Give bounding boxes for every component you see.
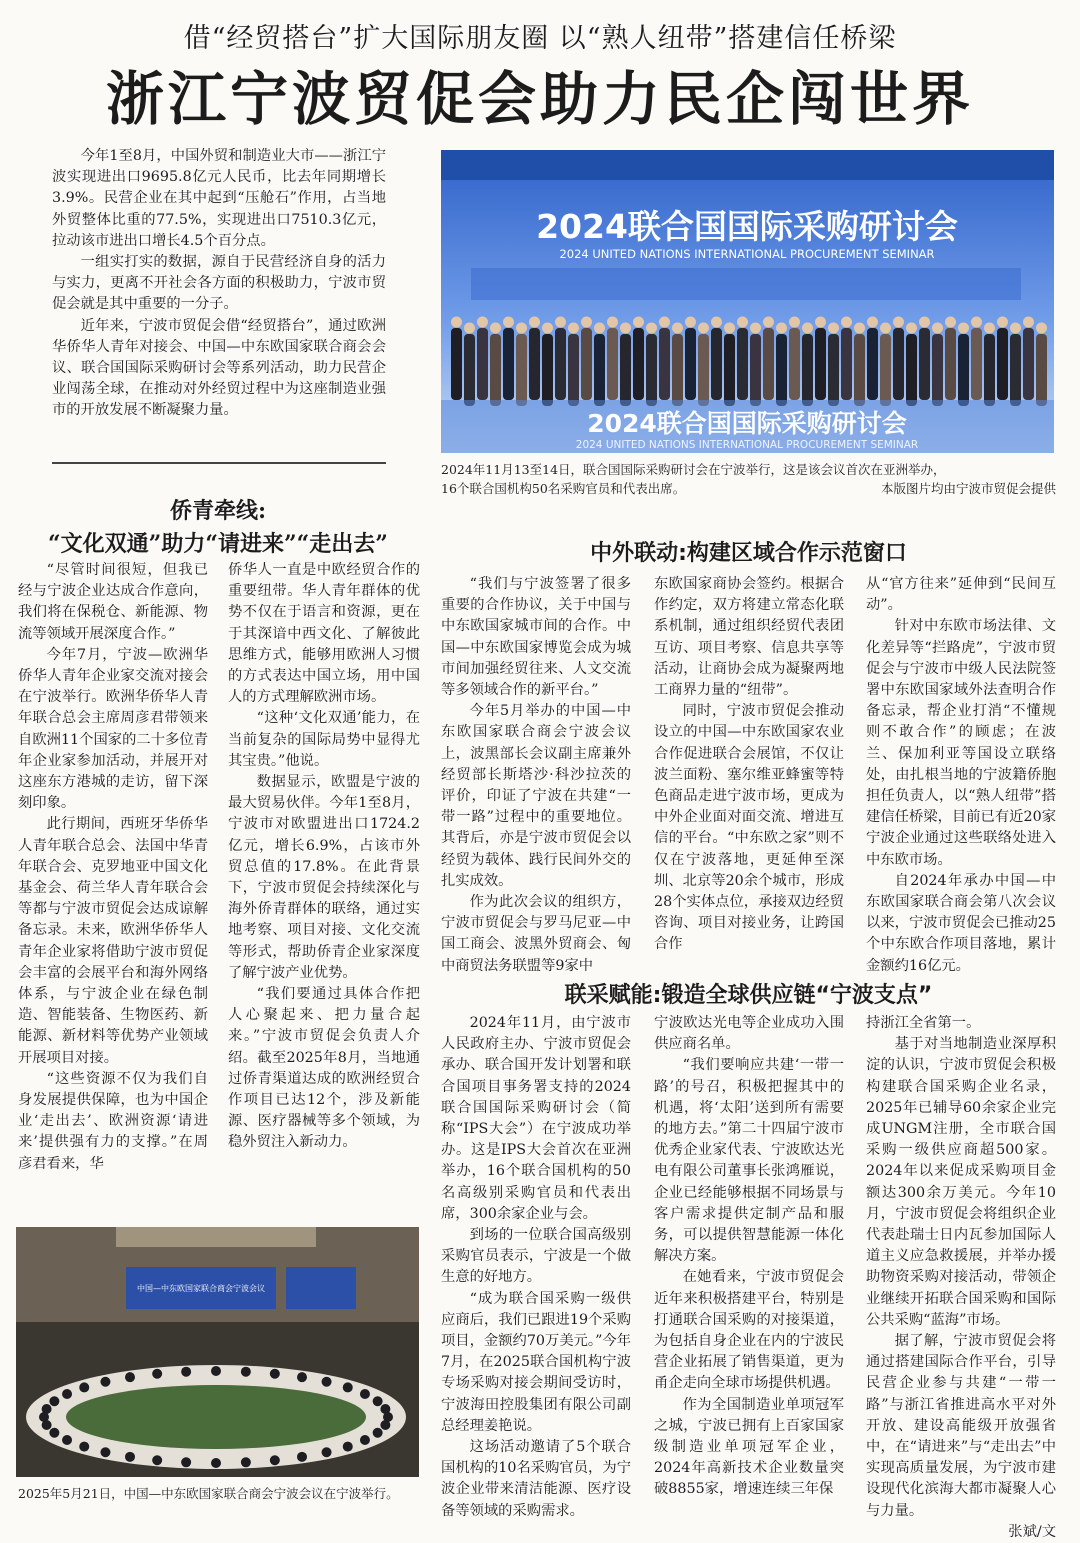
delegate-head [828, 323, 839, 334]
paragraph: 东欧国家商协会签约。根据合作约定，双方将建立常态化联系机制，通过组织经贸代表团互访、项目考察、信息共享等活动，让商协会成为凝聚两地工商界力量的“纽带”。 [654, 576, 844, 699]
paragraph: 这场活动邀请了5个联合国机构的10名采购官员，为宁波企业带来清洁能源、医疗设备等领域的采购需求。 [441, 1439, 631, 1519]
delegate-figure [828, 334, 839, 406]
delegate-head [698, 323, 709, 334]
participant-seat [49, 1428, 59, 1438]
delegate-head [893, 317, 904, 328]
delegate-figure [802, 334, 813, 406]
delegate-head [971, 317, 982, 328]
participant-seat [49, 1396, 59, 1406]
paragraph: 作为全国制造业单项冠军之城，宁波已拥有上百家国家级制造业单项冠军企业，2024年高新技术企业数量突破8855家，增速连续三年保 [654, 1396, 844, 1498]
delegate-head [711, 317, 722, 328]
delegate-figure [659, 328, 670, 400]
delegate-figure [516, 334, 527, 406]
delegate-head [997, 317, 1008, 328]
delegate-figure [958, 334, 969, 406]
delegate-figure [581, 328, 592, 400]
participant-seat [360, 1435, 370, 1445]
delegate-figure [490, 334, 501, 406]
participant-seat [241, 1367, 251, 1377]
delegate-head [594, 323, 605, 334]
delegate-figure [646, 334, 657, 406]
caption-line-2: 16个联合国机构50名采购官员和代表出席。 [441, 481, 686, 496]
delegate-figure [893, 328, 904, 400]
participant-seat [373, 1396, 383, 1406]
delegate-head [867, 317, 878, 328]
delegate-figure [841, 328, 852, 400]
delegate-head [880, 323, 891, 334]
paragraph: 基于对当地制造业深厚积淀的认识，宁波市贸促会积极构建联合国采购企业名录，2025年已辅导60余家企业完成UNGM注册，全市联合国采购一级供应商超500家。2024年以来促成采购项目金额达300余万美元。今年10月，宁波市贸促会将组织企业代表赴瑞士日内瓦参加国际人道主义应急救援展，并举办援助物资采购对接活动，带领企业继续开拓联合国采购和国际公共采购“蓝海”市场。 [866, 1036, 1056, 1328]
participant-seat [62, 1435, 72, 1445]
delegate-figure [711, 328, 722, 400]
participant-seat [322, 1447, 332, 1457]
paragraph: “尽管时间很短，但我已经与宁波企业达成合作意向，我们将在保税仓、新能源、物流等领域开展深度合作。” [18, 562, 208, 642]
participant-seat [125, 1452, 135, 1462]
participant-seat [42, 1404, 52, 1414]
delegate-head [906, 323, 917, 334]
participant-seat [380, 1420, 390, 1430]
section2-column-3 [866, 574, 1056, 977]
delegate-head [555, 317, 566, 328]
delegate-figure [477, 328, 488, 400]
participant-seat [297, 1452, 307, 1462]
delegate-figure [529, 328, 540, 400]
participant-seat [211, 1366, 221, 1376]
participant-seat [322, 1377, 332, 1387]
delegate-figure [906, 334, 917, 406]
delegate-head [763, 317, 774, 328]
delegate-head [815, 317, 826, 328]
delegate-figure [737, 328, 748, 400]
kicker-headline: 借“经贸搭台”扩大国际朋友圈 以“熟人纽带”搭建信任桥梁 [183, 23, 897, 54]
delegate-figure [854, 334, 865, 406]
participant-seat [79, 1382, 89, 1392]
delegate-figure [880, 334, 891, 406]
delegate-figure [633, 328, 644, 400]
paragraph: “成为联合国采购一级供应商后，我们已跟进19个采购项目，金额约70万美元。”今年7月，在2025联合国机构宁波专场采购对接会期间受访时，宁波海田控股集团有限公司副总经理姜艳说。 [441, 1290, 631, 1434]
participant-seat [125, 1372, 135, 1382]
delegate-head [919, 317, 930, 328]
participant-seat [100, 1377, 110, 1387]
delegate-figure [763, 328, 774, 400]
participant-seat [62, 1389, 72, 1399]
participant-seat [79, 1442, 89, 1452]
section3-column-3 [866, 1013, 1056, 1543]
delegate-figure [542, 334, 553, 406]
delegate-figure [919, 328, 930, 400]
participant-seat [152, 1455, 162, 1465]
paragraph: “这些资源不仅为我们自身发展提供保障，也为中国企业‘走出去’、欧洲资源‘请进来’提供强有力的支撑。”在周彦君看来，华 [18, 1070, 208, 1172]
paragraph: 针对中东欧市场法律、文化差异等“拦路虎”，宁波市贸促会与宁波市中级人民法院签署中东欧国家域外法查明合作备忘录，帮企业打消“不懂规则不敢合作”的顾虑；在波兰、保加利亚等国设立联络处，由扎根当地的宁波籍侨胞担任负责人，以“熟人纽带”搭建信任桥梁，目前已有近20家宁波企业通过这些联络处进入中东欧市场。 [866, 618, 1056, 868]
delegate-figure [555, 328, 566, 400]
section1-column-2 [228, 560, 420, 1154]
delegate-figure [568, 334, 579, 406]
section3-column-1 [441, 1013, 631, 1522]
participant-seat [181, 1367, 191, 1377]
delegate-figure [672, 334, 683, 406]
delegate-figure [607, 328, 618, 400]
participant-seat [373, 1428, 383, 1438]
intro-column [52, 146, 386, 422]
paragraph: 今年5月举办的中国—中东欧国家联合商会宁波会议上，波黑部长会议副主席兼外经贸部长斯塔沙·科沙拉茨的评价，印证了宁波在共建“一带一路”过程中的重要地位。其背后，亦是宁波市贸促会以经贸为载体、践行民间外交的扎实成效。 [441, 703, 631, 889]
paragraph: 宁波欧达光电等企业成功入围供应商名单。 [654, 1015, 844, 1053]
paragraph: 今年7月，宁波—欧洲华侨华人青年企业家交流对接会在宁波举行。欧洲华侨华人青年联合总会主席周彦君带领来自欧洲11个国家的二十多位青年企业家参加活动，并展开对这座东方港城的走访，留下深刻印象。 [18, 646, 208, 812]
delegate-head [516, 323, 527, 334]
paragraph: “我们要通过具体合作把人心聚起来、把力量合起来。”宁波市贸促会负责人介绍。截至2025年8月，当地通过侨青渠道达成的欧洲经贸合作项目已达12个，涉及新能源、医疗器械等多个领域，为稳外贸注入新动力。 [228, 986, 420, 1151]
top-photo-caption: 2024年11月13至14日，联合国国际采购研讨会在宁波举行，这是该会议首次在亚洲举办， 16个联合国机构50名采购官员和代表出席。 本版图片均由宁波市贸促会提供 [441, 462, 1056, 496]
participant-seat [297, 1372, 307, 1382]
delegate-head [568, 323, 579, 334]
bottom-photo-caption: 2025年5月21日，中国—中东欧国家联合商会宁波会议在宁波举行。 [18, 1486, 399, 1501]
delegate-figure [932, 334, 943, 406]
delegate-figure [451, 328, 462, 400]
section1-column-1 [18, 560, 208, 1175]
delegate-head [672, 323, 683, 334]
delegate-head [776, 323, 787, 334]
bottom-photo [16, 1227, 419, 1477]
delegate-figure [1023, 328, 1034, 400]
delegate-head [958, 323, 969, 334]
paragraph: 据了解，宁波市贸促会将通过搭建国际合作平台，引导民营企业参与共建“一带一路”与浙江省推进高水平对外开放、建设高能级开放强省中，在“请进来”与“走出去”中实现高质量发展，为宁波市建设现代化滨海大都市凝聚人心与力量。 [866, 1333, 1056, 1519]
delegate-head [789, 317, 800, 328]
delegate-head [854, 323, 865, 334]
participant-seat [241, 1457, 251, 1467]
delegate-head [490, 323, 501, 334]
delegate-head [1010, 323, 1021, 334]
participant-seat [380, 1404, 390, 1414]
intro-divider [52, 462, 386, 464]
paragraph: 张斌/文 [1008, 1523, 1056, 1540]
paragraph: 作为此次会议的组织方，宁波市贸促会与罗马尼亚—中国工商会、波黑外贸商会、匈中商贸法务联盟等9家中 [441, 894, 631, 974]
banner-title: 2024联合国国际采购研讨会 [536, 207, 958, 246]
delegate-head [542, 323, 553, 334]
delegate-head [620, 323, 631, 334]
participant-seat [211, 1458, 221, 1468]
delegate-head [685, 317, 696, 328]
delegate-head [607, 317, 618, 328]
delegate-figure [1036, 334, 1047, 406]
delegate-head [451, 317, 462, 328]
participant-seat [270, 1455, 280, 1465]
participant-seat [100, 1447, 110, 1457]
top-photo [441, 150, 1054, 453]
participant-seat [360, 1389, 370, 1399]
delegate-head [737, 317, 748, 328]
delegate-figure [971, 328, 982, 400]
delegate-figure [984, 334, 995, 406]
section3-column-2 [654, 1013, 844, 1501]
delegate-head [841, 317, 852, 328]
delegate-head [477, 317, 488, 328]
paragraph: “这种‘文化双通’能力，在当前复杂的国际局势中显得尤其宝贵。”他说。 [228, 710, 420, 769]
paragraph: 一组实打实的数据，源自于民营经济自身的活力与实力，更离不开社会各方面的积极助力，宁波市贸促会就是其中重要的一分子。 [52, 254, 386, 313]
section1-heading: 侨青牵线: “文化双通”助力“请进来”“走出去” [48, 498, 388, 557]
paragraph: 从“官方往来”延伸到“民间互动”。 [866, 576, 1056, 614]
delegate-head [529, 317, 540, 328]
delegate-head [633, 317, 644, 328]
delegate-figure [594, 334, 605, 406]
delegate-figure [945, 328, 956, 400]
delegate-head [646, 323, 657, 334]
participant-seat [343, 1442, 353, 1452]
delegate-figure [815, 328, 826, 400]
delegate-figure [776, 334, 787, 406]
delegate-figure [685, 328, 696, 400]
screen-text: 中国—中东欧国家联合商会宁波会议 [137, 1284, 265, 1293]
paragraph: 同时，宁波市贸促会推动设立的中国—中东欧国家农业合作促进联合会展馆，不仅让波兰面粉、塞尔维亚蜂蜜等特色商品走进宁波市场，更成为中外企业面对面交流、增进互信的平台。“中东欧之家”则不仅在宁波落地，更延伸至深圳、北京等20余个城市，形成28个实体点位，承接双边经贸咨询、项目对接业务，让跨国合作 [654, 703, 844, 953]
delegate-figure [1010, 334, 1021, 406]
paragraph: 自2024年承办中国—中东欧国家联合商会第八次会议以来，宁波市贸促会已推动25个中东欧合作项目落地，累计金额约16亿元。 [866, 872, 1056, 974]
paragraph: 侨华人一直是中欧经贸合作的重要纽带。华人青年群体的优势不仅在于语言和资源，更在于其深谙中西文化、了解彼此思维方式，能够用欧洲人习惯的方式表达中国立场，用中国人的方式理解欧洲市场。 [228, 562, 420, 706]
delegate-figure [620, 334, 631, 406]
delegate-head [945, 317, 956, 328]
participant-seat [181, 1457, 191, 1467]
paragraph: 到场的一位联合国高级别采购官员表示，宁波是一个做生意的好地方。 [441, 1227, 631, 1286]
section3-heading: 联采赋能:锻造全球供应链“宁波支点” [564, 983, 933, 1008]
main-headline: 浙江宁波贸促会助力民企闯世界 [105, 65, 974, 133]
delegate-figure [503, 328, 514, 400]
paragraph: “我们与宁波签署了很多重要的合作协议，关于中国与中东欧国家城市间的合作。中国—中东欧国家博览会成为城市间加强经贸往来、人文交流等多领域合作的新平台。” [441, 576, 631, 699]
delegate-head [724, 323, 735, 334]
delegate-head [581, 317, 592, 328]
delegate-head [503, 317, 514, 328]
paragraph: 此行期间，西班牙华侨华人青年联合总会、法国中华青年联合会、克罗地亚中国文化基金会、荷兰华人青年联合会等都与宁波市贸促会达成谅解备忘录。未来，欧洲华侨华人青年企业家将借助宁波市贸促会丰富的会展平台和海外网络体系，与宁波企业在绿色制造、智能装备、生物医药、新能源、新材料等优势产业领域开展项目对接。 [18, 816, 208, 1066]
delegate-figure [750, 334, 761, 406]
participant-seat [270, 1369, 280, 1379]
section2-heading: 中外联动:构建区域合作示范窗口 [590, 541, 907, 566]
paragraph: “我们要响应共建‘一带一路’的号召，积极把握其中的机遇，将‘太阳’送到所有需要的地方去。”第二十四届宁波市优秀企业家代表、宁波欧达光电有限公司董事长张鸿雁说，企业已经能够根据不同场景与客户需求提供定制产品和服务，可以提供智慧能源一体化解决方案。 [654, 1057, 844, 1265]
delegate-head [984, 323, 995, 334]
paragraph: 近年来，宁波市贸促会借“经贸搭台”，通过欧洲华侨华人青年对接会、中国—中东欧国家联合商会会议、联合国国际采购研讨会等系列活动，助力民营企业闯荡全球，在推动对外经贸过程中为这座制造业强市的开放发展不断凝聚力量。 [52, 317, 386, 419]
delegate-head [1023, 317, 1034, 328]
banner-subtitle: 2024 UNITED NATIONS INTERNATIONAL PROCUREMENT SEMINAR [559, 247, 935, 261]
delegate-figure [698, 334, 709, 406]
delegate-figure [724, 334, 735, 406]
delegate-head [802, 323, 813, 334]
delegate-figure [867, 328, 878, 400]
participant-seat [152, 1369, 162, 1379]
delegate-figure [997, 328, 1008, 400]
delegate-figure [789, 328, 800, 400]
paragraph: 数据显示，欧盟是宁波的最大贸易伙伴。今年1至8月，宁波市对欧盟进出口1724.2亿元，增长6.9%，占该市外贸总值的17.8%。在此背景下，宁波市贸促会持续深化与海外侨青群体的联络，通过实地考察、项目对接、文化交流等形式，帮助侨青企业家深度了解宁波产业优势。 [228, 774, 420, 981]
paragraph: 持浙江全省第一。 [866, 1015, 981, 1031]
delegate-head [1036, 323, 1047, 334]
paragraph: 今年1至8月，中国外贸和制造业大市——浙江宁波实现进出口9695.8亿元人民币，比去年同期增长3.9%。民营企业在其中起到“压舱石”作用，占当地外贸整体比重的77.5%，实现进出口7510.3亿元，拉动该市进出口增长4.5个百分点。 [52, 148, 386, 249]
photo-credit: 本版图片均由宁波市贸促会提供 [880, 481, 1056, 496]
participant-seat [343, 1382, 353, 1392]
stage-subtitle: 2024 UNITED NATIONS INTERNATIONAL PROCUREMENT SEMINAR [575, 439, 919, 451]
paragraph: 在她看来，宁波市贸促会近年来积极搭建平台，特别是打通联合国采购的对接渠道，为包括自身企业在内的宁波民营企业拓展了销售渠道，更为甬企走向全球市场提供机遇。 [654, 1269, 844, 1392]
delegate-head [750, 323, 761, 334]
stage-title: 2024联合国国际采购研讨会 [587, 409, 907, 438]
section2-column-2 [654, 574, 844, 956]
section2-column-1 [441, 574, 631, 977]
delegate-head [932, 323, 943, 334]
delegate-figure [464, 334, 475, 406]
paragraph: 2024年11月，由宁波市人民政府主办、宁波市贸促会承办、联合国开发计划署和联合国项目事务署支持的2024联合国国际采购研讨会（简称“IPS大会”）在宁波成功举办。这是IPS大会首次在亚洲举办，16个联合国机构的50名高级别采购官员和代表出席，300余家企业与会。 [441, 1015, 631, 1222]
delegate-head [659, 317, 670, 328]
delegate-head [464, 323, 475, 334]
